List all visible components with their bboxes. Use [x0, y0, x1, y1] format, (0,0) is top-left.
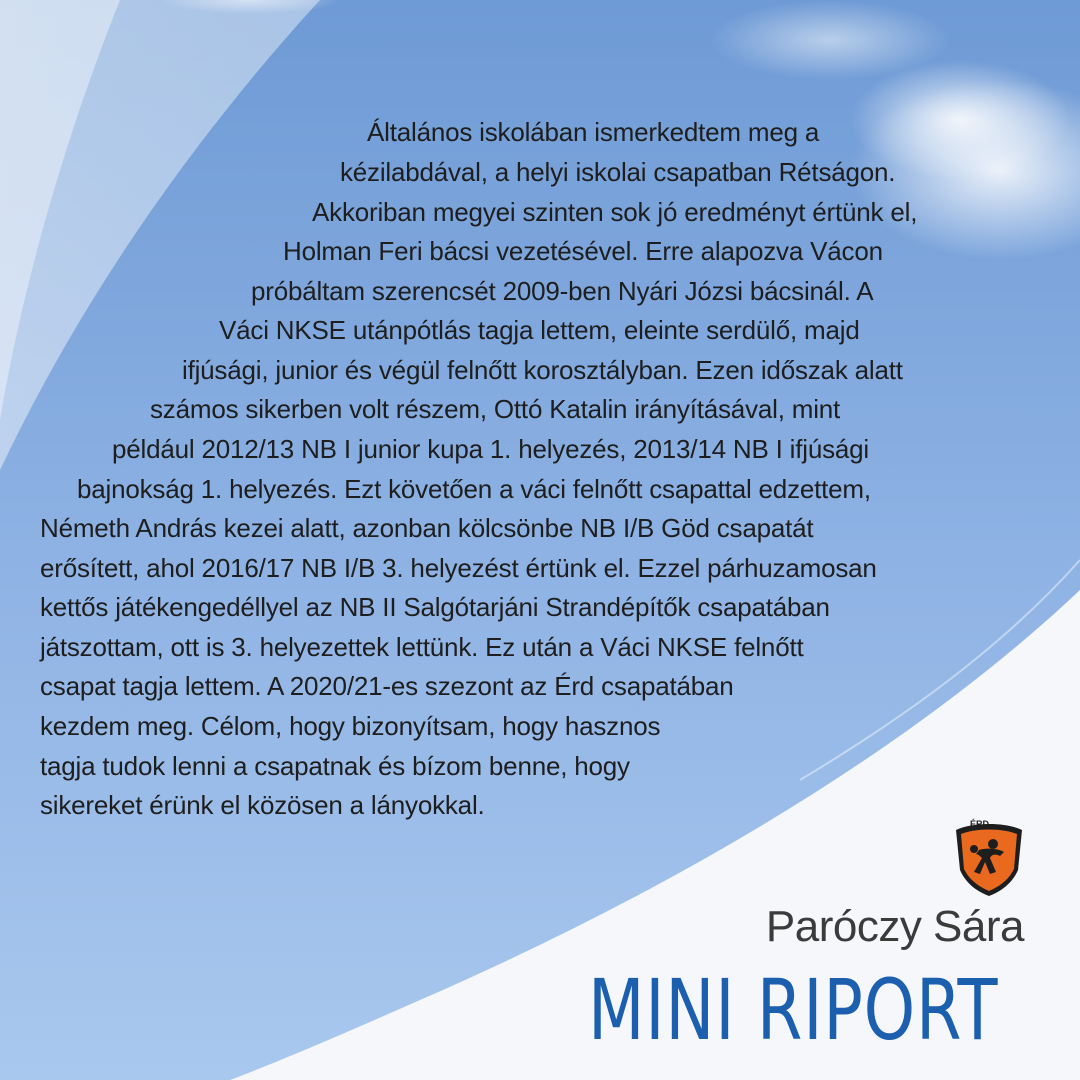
- crest-text: ÉRD: [970, 819, 990, 829]
- story-line: Váci NKSE utánpótlás tagja lettem, eleinte serdülő, majd: [219, 315, 860, 345]
- story-line: tagja tudok lenni a csapatnak és bízom benne, hogy: [40, 751, 630, 781]
- story-line: erősített, ahol 2016/17 NB I/B 3. helyezést értünk el. Ezzel párhuzamosan: [40, 553, 877, 583]
- story-line: kezdem meg. Célom, hogy bizonyítsam, hogy hasznos: [40, 711, 661, 741]
- story-line: bajnokság 1. helyezés. Ezt követően a váci felnőtt csapattal edzettem,: [77, 474, 871, 504]
- player-name: Paróczy Sára: [765, 902, 1024, 951]
- story-line: Holman Feri bácsi vezetésével. Erre alapozva Vácon: [283, 236, 883, 266]
- story-line: játszottam, ott is 3. helyezettek lettünk. Ez után a Váci NKSE felnőtt: [40, 632, 804, 662]
- story-line: Általános iskolában ismerkedtem meg a: [367, 117, 820, 147]
- story-line: kettős játékengedéllyel az NB II Salgótarjáni Strandépítők csapatában: [40, 592, 830, 622]
- story-line: kézilabdával, a helyi iskolai csapatban Rétságon.: [340, 157, 896, 187]
- story-line: csapat tagja lettem. A 2020/21-es szezont az Érd csapatában: [40, 671, 734, 701]
- story-line: például 2012/13 NB I junior kupa 1. helyezés, 2013/14 NB I ifjúsági: [112, 434, 869, 464]
- story-line: ifjúsági, junior és végül felnőtt korosztályban. Ezen időszak alatt: [182, 355, 903, 385]
- headline: MINI RIPORT: [588, 961, 999, 1059]
- story-line: Akkoriban megyei szinten sok jó eredményt értünk el,: [312, 197, 918, 227]
- story-line: próbáltam szerencsét 2009-ben Nyári Józsi bácsinál. A: [251, 276, 874, 306]
- erd-club-crest-icon: [952, 818, 1026, 898]
- story-line: Németh András kezei alatt, azonban kölcsönbe NB I/B Göd csapatát: [40, 513, 814, 543]
- story-line: számos sikerben volt részem, Ottó Katalin irányításával, mint: [150, 394, 841, 424]
- story-line: sikereket érünk el közösen a lányokkal.: [40, 790, 485, 820]
